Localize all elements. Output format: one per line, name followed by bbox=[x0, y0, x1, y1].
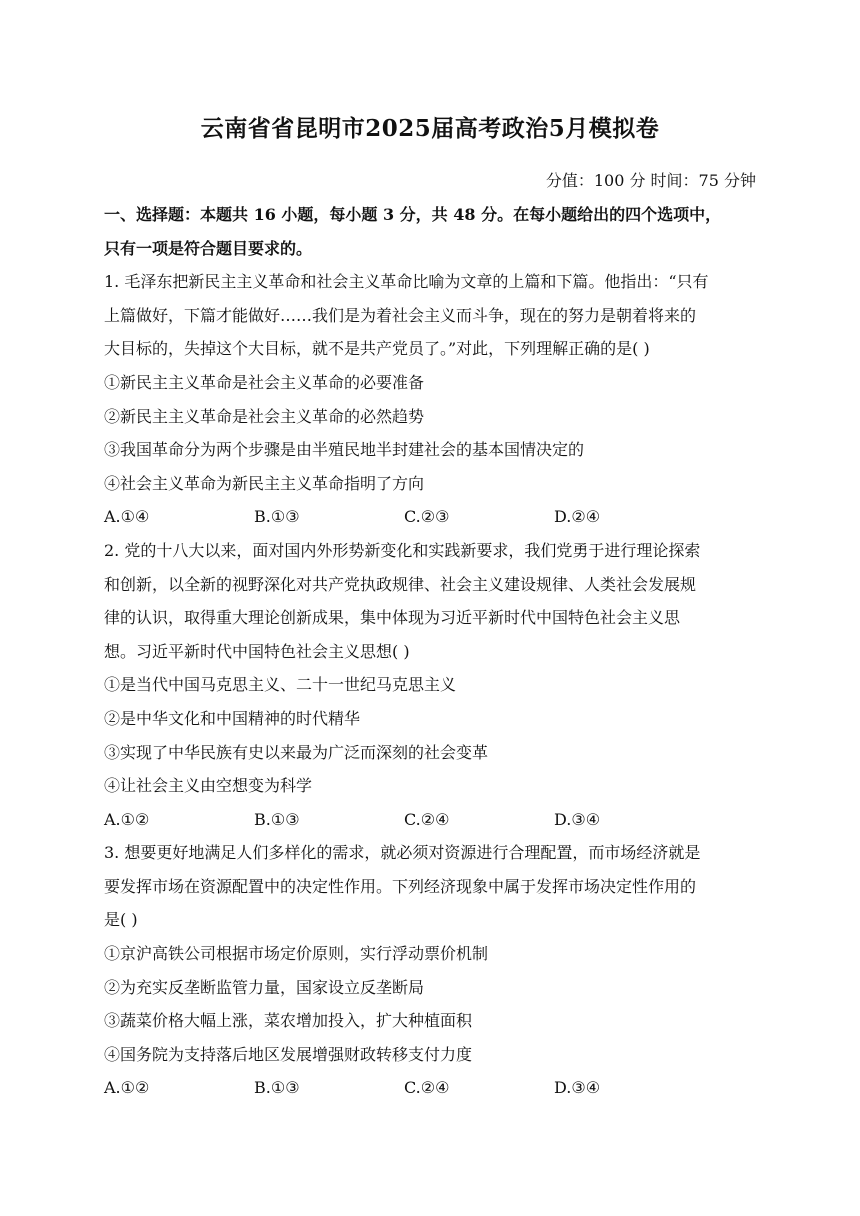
statement-item: ①京沪高铁公司根据市场定价原则，实行浮动票价机制 bbox=[104, 944, 489, 964]
statement-item: ①是当代中国马克思主义、二十一世纪马克思主义 bbox=[104, 675, 457, 695]
option-a: A.①④ bbox=[104, 507, 150, 527]
question-2 bbox=[104, 534, 756, 836]
option-d: D.③④ bbox=[554, 1078, 601, 1098]
option-b: B.①③ bbox=[254, 809, 300, 829]
statement-item: ④让社会主义由空想变为科学 bbox=[104, 776, 313, 796]
question-stem-line: 3. 想要更好地满足人们多样化的需求，就必须对资源进行合理配置，而市场经济就是 bbox=[104, 843, 701, 863]
question-1 bbox=[104, 265, 756, 534]
answer-options bbox=[104, 803, 756, 837]
option-c: C.②④ bbox=[404, 809, 450, 829]
exam-content bbox=[104, 198, 756, 1105]
question-stem-line: 上篇做好，下篇才能做好……我们是为着社会主义而斗争，现在的努力是朝着将来的 bbox=[104, 305, 697, 325]
statement-item: ③我国革命分为两个步骤是由半殖民地半封建社会的基本国情决定的 bbox=[104, 440, 585, 460]
option-b: B.①③ bbox=[254, 507, 300, 527]
statement-item: ③实现了中华民族有史以来最为广泛而深刻的社会变革 bbox=[104, 742, 489, 762]
question-stem-line: 大目标的，失掉这个大目标，就不是共产党员了。”对此，下列理解正确的是( ) bbox=[104, 339, 650, 359]
question-3 bbox=[104, 836, 756, 1105]
option-d: D.②④ bbox=[554, 507, 601, 527]
statement-item: ①新民主主义革命是社会主义革命的必要准备 bbox=[104, 372, 425, 392]
statement-item: ②为充实反垄断监管力量，国家设立反垄断局 bbox=[104, 977, 425, 997]
question-stem-line: 是( ) bbox=[104, 910, 138, 930]
option-a: A.①② bbox=[104, 1078, 150, 1098]
answer-options bbox=[104, 1071, 756, 1105]
question-stem-line: 2. 党的十八大以来，面对国内外形势新变化和实践新要求，我们党勇于进行理论探索 bbox=[104, 540, 701, 560]
option-c: C.②③ bbox=[404, 507, 450, 527]
statement-item: ④社会主义革命为新民主主义革命指明了方向 bbox=[104, 473, 425, 493]
question-stem-line: 律的认识，取得重大理论创新成果，集中体现为习近平新时代中国特色社会主义思 bbox=[104, 608, 681, 628]
option-c: C.②④ bbox=[404, 1078, 450, 1098]
option-a: A.①② bbox=[104, 809, 150, 829]
statement-item: ④国务院为支持落后地区发展增强财政转移支付力度 bbox=[104, 1044, 473, 1064]
score-time-info: 分值：100 分 时间：75 分钟 bbox=[545, 171, 756, 190]
question-stem-line: 和创新，以全新的视野深化对共产党执政规律、社会主义建设规律、人类社会发展规 bbox=[104, 574, 697, 594]
question-stem-line: 想。习近平新时代中国特色社会主义思想( ) bbox=[104, 641, 410, 661]
section-heading-line: 一、选择题：本题共 16 小题，每小题 3 分，共 48 分。在每小题给出的四个选项中， bbox=[104, 205, 722, 224]
statement-item: ③蔬菜价格大幅上涨，菜农增加投入，扩大种植面积 bbox=[104, 1011, 473, 1031]
answer-options bbox=[104, 500, 756, 534]
statement-item: ②新民主主义革命是社会主义革命的必然趋势 bbox=[104, 406, 425, 426]
section-heading-line: 只有一项是符合题目要求的。 bbox=[104, 238, 313, 258]
question-stem-line: 1. 毛泽东把新民主主义革命和社会主义革命比喻为文章的上篇和下篇。他指出：“只有 bbox=[104, 272, 709, 292]
statement-item: ②是中华文化和中国精神的时代精华 bbox=[104, 708, 361, 728]
question-stem-line: 要发挥市场在资源配置中的决定性作用。下列经济现象中属于发挥市场决定性作用的 bbox=[104, 876, 697, 896]
option-d: D.③④ bbox=[554, 809, 601, 829]
page-title: 云南省省昆明市2025届高考政治5月模拟卷 bbox=[200, 115, 660, 142]
option-b: B.①③ bbox=[254, 1078, 300, 1098]
